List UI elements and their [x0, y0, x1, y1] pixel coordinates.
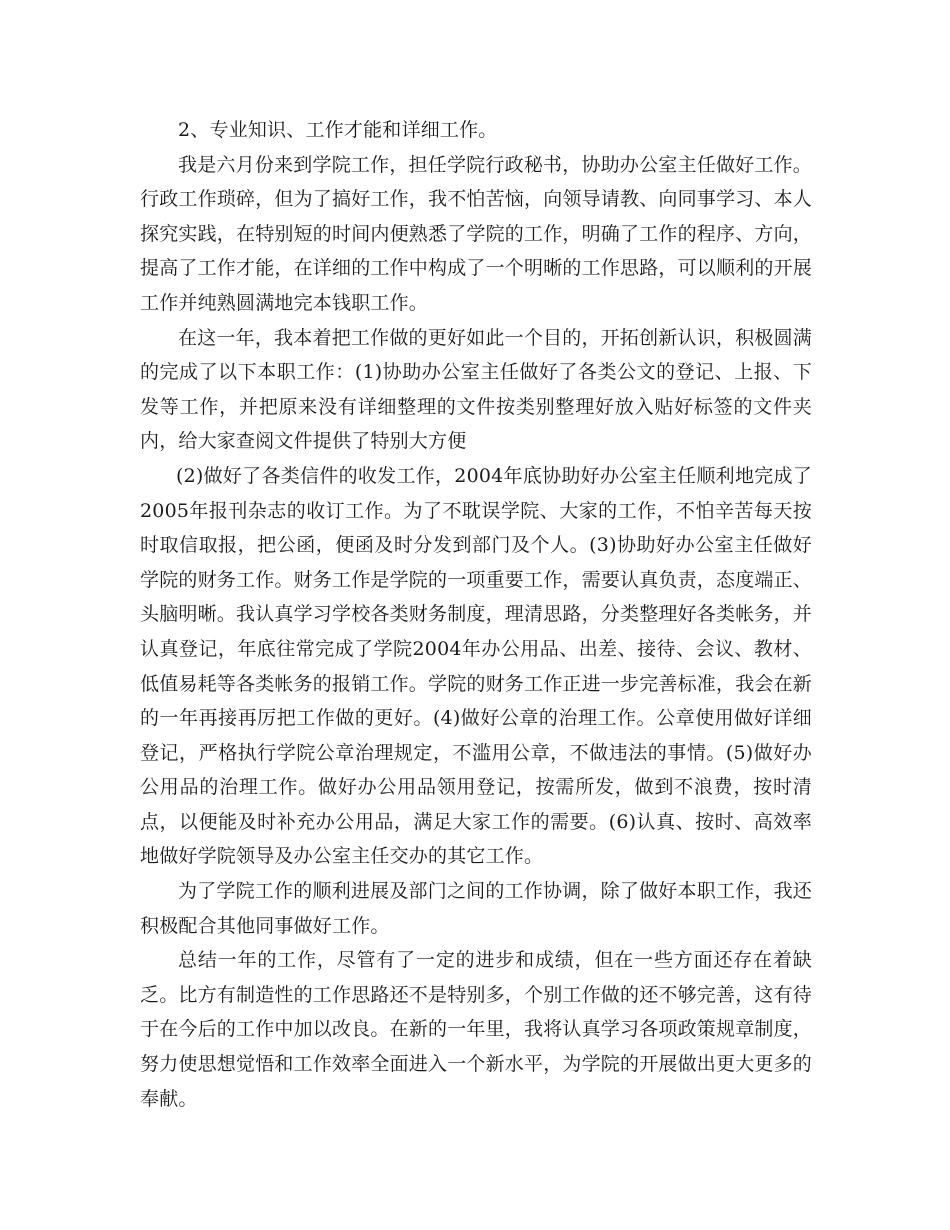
document-page — [140, 113, 812, 1116]
paragraph-summary: 总结一年的工作，尽管有了一定的进步和成绩，但在一些方面还存在着缺乏。比方有制造性的工作思路还不是特别多，个别工作做的还不够完善，这有待于在今后的工作中加以改良。在新的一年里，我将认真学习各项政策规章制度，努力使思想觉悟和工作效率全面进入一个新水平，为学院的开展做出更大更多的奉献。 — [140, 949, 813, 1110]
paragraph-duties-intro: 在这一年，我本着把工作做的更好如此一个目的，开拓创新认识，积极圆满的完成了以下本职工作：(1)协助办公室主任做好了各类公文的登记、上报、下发等工作，并把原来没有详细整理的文件按类别整理好放入贴好标签的文件夹内，给大家查阅文件提供了特别大方便 — [140, 326, 812, 453]
paragraph-role-intro: 我是六月份来到学院工作，担任学院行政秘书，协助办公室主任做好工作。行政工作琐碎，但为了搞好工作，我不怕苦恼，向领导请教、向同事学习、本人探究实践，在特别短的时间内便熟悉了学院的工作，明确了工作的程序、方向，提高了工作才能，在详细的工作中构成了一个明晰的工作思路，可以顺利的开展工作并纯熟圆满地完本钱职工作。 — [140, 153, 813, 314]
paragraph-duties-list: (2)做好了各类信件的收发工作，2004年底协助好办公室主任顺利地完成了2005年报刊杂志的收订工作。为了不耽误学院、大家的工作，不怕辛苦每天按时取信取报，把公函，便函及时分发到部门及个人。(3)协助好办公室主任做好学院的财务工作。财务工作是学院的一项重要工作，需要认真负责，态度端正、头脑明晰。我认真学习学校各类财务制度，理清思路，分类整理好各类帐务，并认真登记，年底往常完成了学院2004年办公用品、出差、接待、会议、教材、低值易耗等各类帐务的报销工作。学院的财务工作正进一步完善标准，我会在新的一年再接再厉把工作做的更好。(4)做好公章的治理工作。公章使用做好详细登记，严格执行学院公章治理规定，不滥用公章，不做违法的事情。(5)做好办公用品的治理工作。做好办公用品领用登记，按需所发，做到不浪费，按时清点，以便能及时补充办公用品，满足大家工作的需要。(6)认真、按时、高效率地做好学院领导及办公室主任交办的其它工作。 — [140, 464, 813, 868]
section-heading: 2、专业知识、工作才能和详细工作。 — [178, 119, 498, 141]
paragraph-cooperation: 为了学院工作的顺利进展及部门之间的工作协调，除了做好本职工作，我还积极配合其他同事做好工作。 — [140, 880, 812, 937]
